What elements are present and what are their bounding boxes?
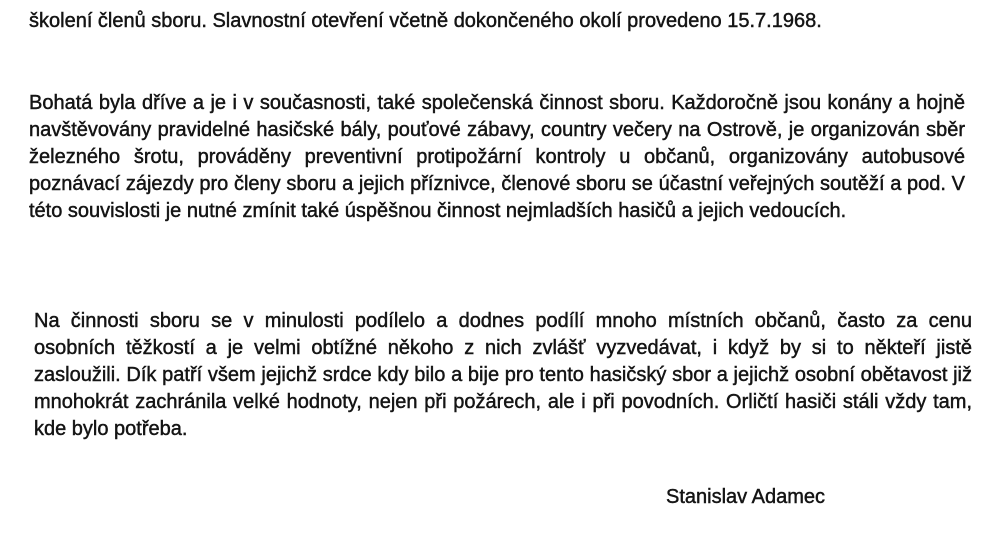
author-signature: Stanislav Adamec	[666, 486, 825, 508]
paragraph-acknowledgement: Na činnosti sboru se v minulosti podílelo a dodnes podílí mnoho místních občanů, často za cenu osobních těžkostí a je velmi obtížné někoho z nich zvlášť vyzvedávat, i když by si to někteří jistě zasloužili. Dík patří všem jejichž srdce kdy bilo a bije pro tento hasičský sbor a jejichž osobní obětavost již mnohokrát zachránila velké hodnoty, nejen při požárech, ale i při povodních. Orličtí hasiči stáli vždy tam, kde bylo potřeba.	[34, 310, 972, 440]
paragraph-opening: školení členů sboru. Slavnostní otevření včetně dokončeného okolí provedeno 15.7.1968.	[29, 10, 822, 32]
paragraph-social-activities: Bohatá byla dříve a je i v současnosti, také společenská činnost sboru. Každoročně jsou konány a hojně navštěvovány pravidelné hasičské bály, pouťové zábavy, country večery na Ostrově, je organizován sběr železného šrotu, prováděny preventivní protipožární kontroly u občanů, organizovány autobusové poznávací zájezdy pro členy sboru a jejich příznivce, členové sboru se účastní veřejných soutěží a pod. V této souvislosti je nutné zmínit také úspěšnou činnost nejmladších hasičů a jejich vedoucích.	[29, 92, 965, 222]
